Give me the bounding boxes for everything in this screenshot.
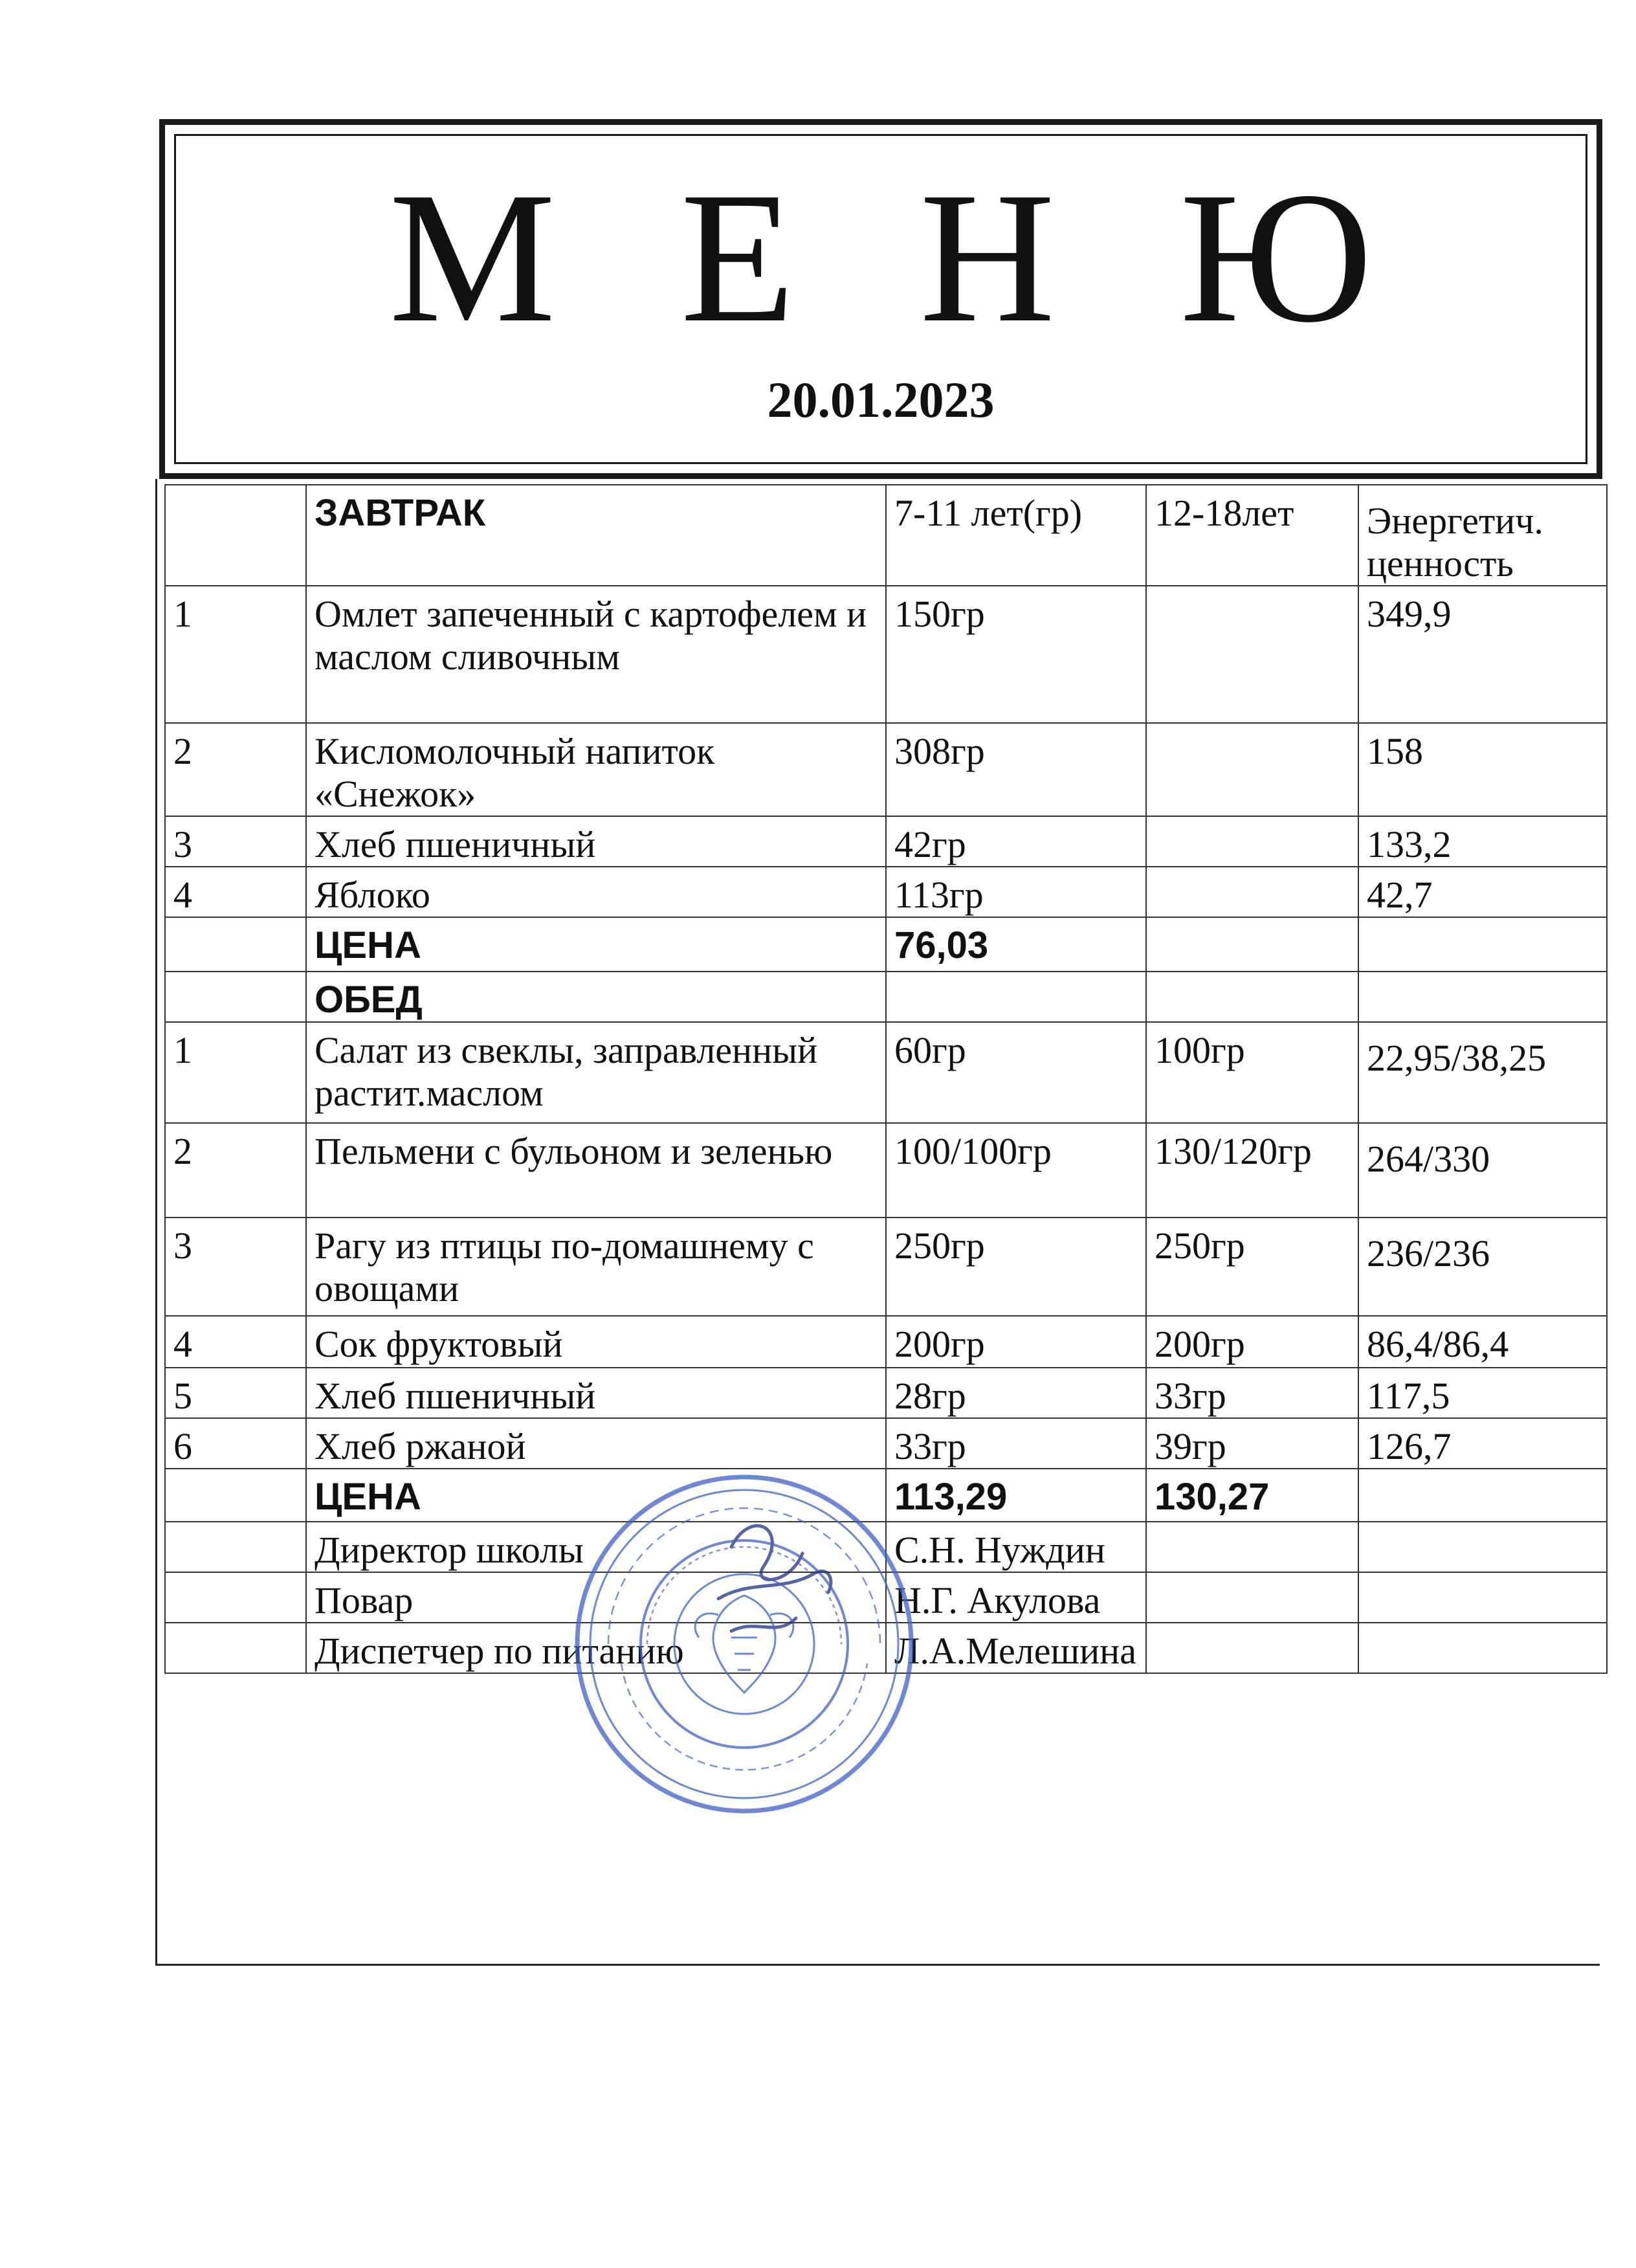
item-number: 3 xyxy=(165,1217,306,1316)
empty-cell xyxy=(1146,972,1358,1022)
empty-cell xyxy=(1146,917,1358,972)
portion-young: 28гр xyxy=(886,1368,1146,1418)
energy-value: 236/236 xyxy=(1358,1217,1607,1316)
official-stamp-icon xyxy=(569,1469,919,1819)
breakfast-title: ЗАВТРАК xyxy=(306,485,886,586)
dish-name: Хлеб ржаной xyxy=(306,1418,886,1469)
price-label: ЦЕНА xyxy=(306,917,886,972)
portion-young: 42гр xyxy=(886,816,1146,867)
empty-cell xyxy=(1146,1522,1358,1572)
portion-old xyxy=(1146,816,1358,867)
signature-role: Диспетчер по питанию xyxy=(306,1623,886,1673)
empty-cell xyxy=(1358,1572,1607,1623)
signature-role: Повар xyxy=(306,1572,886,1623)
energy-value: 133,2 xyxy=(1358,816,1607,867)
dish-name: Сок фруктовый xyxy=(306,1316,886,1368)
table-row xyxy=(165,867,1607,917)
energy-value: 86,4/86,4 xyxy=(1358,1316,1607,1368)
table-row xyxy=(165,1022,1607,1123)
title-frame xyxy=(159,119,1602,479)
dish-name: Кисломолочный напиток «Снежок» xyxy=(306,723,886,816)
empty-cell xyxy=(1358,917,1607,972)
energy-value: 126,7 xyxy=(1358,1418,1607,1469)
energy-value: 158 xyxy=(1358,723,1607,816)
menu-date: 20.01.2023 xyxy=(767,372,995,428)
item-number: 4 xyxy=(165,867,306,917)
table-row xyxy=(165,1368,1607,1418)
empty-cell xyxy=(165,972,306,1022)
empty-cell xyxy=(1358,1623,1607,1673)
portion-young: 150гр xyxy=(886,586,1146,723)
empty-cell xyxy=(1358,1522,1607,1572)
energy-value: 42,7 xyxy=(1358,867,1607,917)
empty-cell xyxy=(1146,1572,1358,1623)
empty-cell xyxy=(165,1522,306,1572)
portion-old: 39гр xyxy=(1146,1418,1358,1469)
energy-value: 117,5 xyxy=(1358,1368,1607,1418)
table-row xyxy=(165,1217,1607,1316)
price-young: 113,29 xyxy=(886,1469,1146,1522)
lunch-title: ОБЕД xyxy=(306,972,886,1022)
table-row xyxy=(165,1123,1607,1217)
portion-old xyxy=(1146,586,1358,723)
dish-name: Рагу из птицы по-домашнему с овощами xyxy=(306,1217,886,1316)
portion-young: 250гр xyxy=(886,1217,1146,1316)
empty-cell xyxy=(1358,972,1607,1022)
dish-name: Салат из свеклы, заправленный растит.маслом xyxy=(306,1022,886,1123)
table-row xyxy=(165,723,1607,816)
breakfast-price-row xyxy=(165,917,1607,972)
portion-young: 200гр xyxy=(886,1316,1146,1368)
empty-cell xyxy=(165,917,306,972)
item-number: 3 xyxy=(165,816,306,867)
dish-name: Яблоко xyxy=(306,867,886,917)
dish-name: Хлеб пшеничный xyxy=(306,1368,886,1418)
col-header-energy: Энергетич. ценность xyxy=(1358,485,1607,586)
col-header-12-18: 12-18лет xyxy=(1146,485,1358,586)
empty-cell xyxy=(165,485,306,586)
item-number: 1 xyxy=(165,1022,306,1123)
portion-old xyxy=(1146,867,1358,917)
item-number: 1 xyxy=(165,586,306,723)
signature-name: Л.А.Мелешина xyxy=(886,1623,1146,1673)
portion-young: 100/100гр xyxy=(886,1123,1146,1217)
portion-young: 60гр xyxy=(886,1022,1146,1123)
portion-young: 308гр xyxy=(886,723,1146,816)
portion-young: 113гр xyxy=(886,867,1146,917)
portion-old: 100гр xyxy=(1146,1022,1358,1123)
empty-cell xyxy=(165,1469,306,1522)
price-label: ЦЕНА xyxy=(306,1469,886,1522)
table-row xyxy=(165,1418,1607,1469)
item-number: 5 xyxy=(165,1368,306,1418)
item-number: 6 xyxy=(165,1418,306,1469)
item-number: 2 xyxy=(165,723,306,816)
table-row xyxy=(165,816,1607,867)
energy-value: 264/330 xyxy=(1358,1123,1607,1217)
empty-cell xyxy=(165,1572,306,1623)
dish-name: Омлет запеченный с картофелем и маслом сливочным xyxy=(306,586,886,723)
empty-cell xyxy=(1358,1469,1607,1522)
lunch-header-row xyxy=(165,972,1607,1022)
energy-value: 349,9 xyxy=(1358,586,1607,723)
breakfast-header-row xyxy=(165,485,1607,586)
price-young: 76,03 xyxy=(886,917,1146,972)
price-old: 130,27 xyxy=(1146,1469,1358,1522)
portion-old: 200гр xyxy=(1146,1316,1358,1368)
table-row xyxy=(165,586,1607,723)
empty-cell xyxy=(1146,1623,1358,1673)
portion-old: 33гр xyxy=(1146,1368,1358,1418)
dish-name: Хлеб пшеничный xyxy=(306,816,886,867)
portion-young: 33гр xyxy=(886,1418,1146,1469)
col-header-7-11: 7-11 лет(гр) xyxy=(886,485,1146,586)
table-row xyxy=(165,1316,1607,1368)
page-title: М Е Н Ю xyxy=(389,153,1411,361)
empty-cell xyxy=(165,1623,306,1673)
item-number: 4 xyxy=(165,1316,306,1368)
signature-name: Н.Г. Акулова xyxy=(886,1572,1146,1623)
energy-value: 22,95/38,25 xyxy=(1358,1022,1607,1123)
empty-cell xyxy=(886,972,1146,1022)
dish-name: Пельмени с бульоном и зеленью xyxy=(306,1123,886,1217)
portion-old xyxy=(1146,723,1358,816)
portion-old: 250гр xyxy=(1146,1217,1358,1316)
item-number: 2 xyxy=(165,1123,306,1217)
portion-old: 130/120гр xyxy=(1146,1123,1358,1217)
signature-role: Директор школы xyxy=(306,1522,886,1572)
signature-name: С.Н. Нуждин xyxy=(886,1522,1146,1572)
